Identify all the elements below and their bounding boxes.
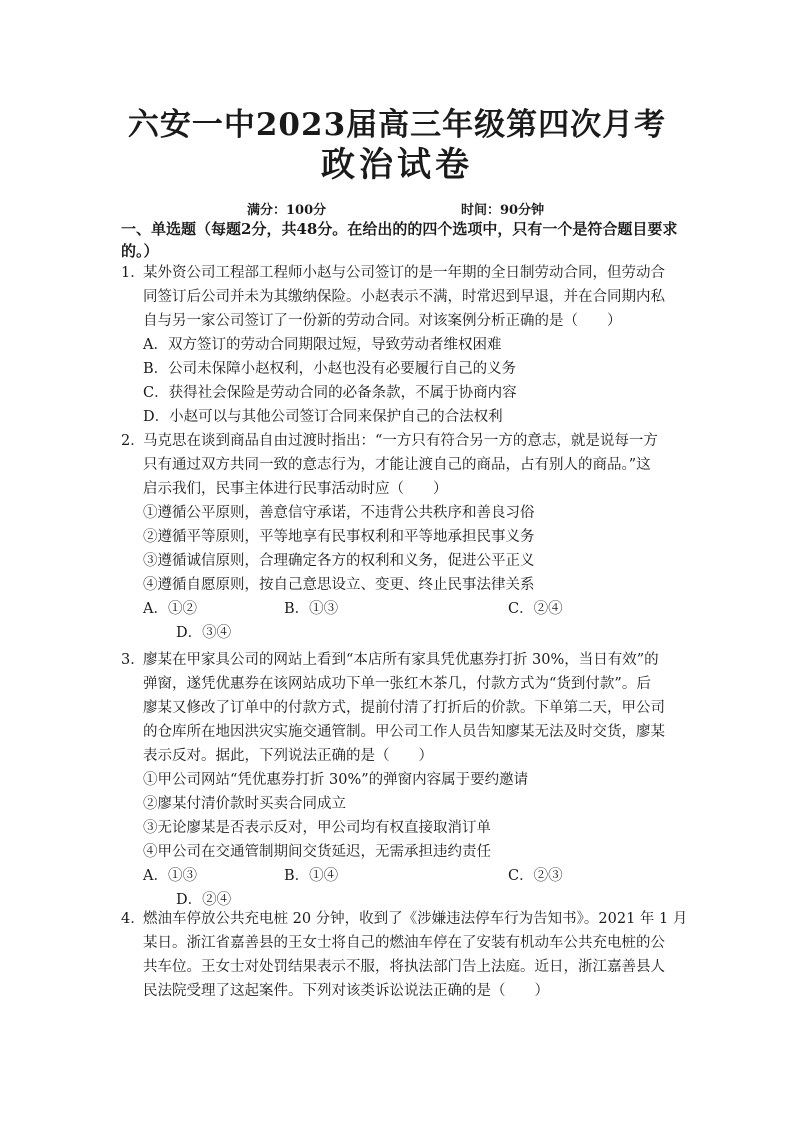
question-2	[121, 429, 681, 645]
question-1	[121, 261, 681, 429]
choice-d: D．③④	[176, 625, 232, 641]
choice-b: B．①③	[284, 601, 339, 617]
section-heading-line: 的。）	[121, 242, 159, 260]
choice-a: A．①②	[143, 601, 197, 617]
section-heading	[121, 218, 681, 262]
answer-option-b: B．公司未保障小赵权利，小赵也没有必要履行自己的义务	[143, 361, 517, 377]
statement-item: ①遵循公平原则，善意信守承诺，不违背公共秩序和善良习俗	[143, 505, 535, 521]
exam-time: 时间：90分钟	[461, 203, 545, 218]
exam-title: 六安一中2023届高三年级第四次月考	[127, 107, 667, 143]
question-stem-line: 的仓库所在地因洪灾实施交通管制。甲公司工作人员告知廖某无法及时交货，廖某	[143, 724, 665, 740]
full-score: 满分：100分	[247, 203, 327, 218]
question-4	[121, 907, 688, 1003]
choice-c: C．②④	[508, 601, 563, 617]
question-stem-line: 启示我们，民事主体进行民事活动时应（ ）	[143, 481, 448, 497]
question-stem-line: 同签订后公司并未为其缴纳保险。小赵表示不满，时常迟到早退，并在合同期内私	[143, 289, 665, 305]
question-stem-line: 燃油车停放公共充电桩 20 分钟，收到了《涉嫌违法停车行为告知书》。2021 年 1 月	[143, 911, 688, 927]
question-stem-line: 民法院受理了这起案件。下列对该类诉讼说法正确的是（ ）	[143, 983, 549, 999]
answer-option-c: C．获得社会保险是劳动合同的必备条款，不属于协商内容	[143, 385, 517, 401]
statement-item: ③无论廖某是否表示反对，甲公司均有权直接取消订单	[143, 820, 491, 836]
question-stem-line: 自与另一家公司签订了一份新的劳动合同。对该案例分析正确的是（ ）	[143, 313, 622, 329]
section-heading-line: 一、单选题（每题2分，共48分。在给出的的四个选项中，只有一个是符合题目要求	[121, 220, 678, 238]
answer-option-d: D．小赵可以与其他公司签订合同来保护自己的合法权利	[143, 409, 503, 425]
choice-a: A．①③	[143, 868, 197, 884]
question-stem-line: 廖某在甲家具公司的网站上看到“本店所有家具凭优惠券打折 30%，当日有效”的	[143, 652, 659, 668]
choice-c: C．②③	[508, 868, 563, 884]
choice-b: B．①④	[284, 868, 339, 884]
statement-item: ②遵循平等原则，平等地享有民事权利和平等地承担民事义务	[143, 529, 535, 545]
statement-item: ①甲公司网站“凭优惠券打折 30%”的弹窗内容属于要约邀请	[143, 772, 529, 788]
exam-subject: 政治试卷	[321, 145, 473, 185]
statement-item: ④遵循自愿原则，按自己意思设立、变更、终止民事法律关系	[143, 577, 535, 593]
question-number: 4．	[121, 911, 145, 927]
statement-item: ④甲公司在交通管制期间交货延迟，无需承担违约责任	[143, 844, 491, 860]
question-number: 1．	[121, 265, 145, 281]
question-stem-line: 表示反对。据此，下列说法正确的是（ ）	[143, 748, 433, 764]
question-stem-line: 某外资公司工程部工程师小赵与公司签订的是一年期的全日制劳动合同，但劳动合	[143, 265, 665, 281]
statement-item: ③遵循诚信原则，合理确定各方的权利和义务，促进公平正义	[143, 553, 535, 569]
question-stem-line: 弹窗，遂凭优惠券在该网站成功下单一张红木茶几，付款方式为“货到付款”。后	[143, 676, 651, 692]
choice-d: D．②④	[176, 892, 232, 908]
question-number: 3．	[121, 652, 145, 668]
question-3	[121, 648, 681, 912]
question-stem-line: 共车位。王女士对处罚结果表示不服，将执法部门告上法庭。近日，浙江嘉善县人	[143, 959, 665, 975]
question-stem-line: 某日。浙江省嘉善县的王女士将自己的燃油车停在了安装有机动车公共充电桩的公	[143, 935, 665, 951]
question-number: 2．	[121, 433, 145, 449]
question-stem-line: 廖某又修改了订单中的付款方式，提前付清了打折后的价款。下单第二天，甲公司	[143, 700, 665, 716]
question-stem-line: 马克思在谈到商品自由过渡时指出：“一方只有符合另一方的意志，就是说每一方	[143, 433, 658, 449]
answer-option-a: A．双方签订的劳动合同期限过短，导致劳动者维权困难	[143, 337, 502, 353]
statement-item: ②廖某付清价款时买卖合同成立	[143, 796, 346, 812]
question-stem-line: 只有通过双方共同一致的意志行为，才能让渡自己的商品，占有别人的商品。”这	[143, 457, 651, 473]
